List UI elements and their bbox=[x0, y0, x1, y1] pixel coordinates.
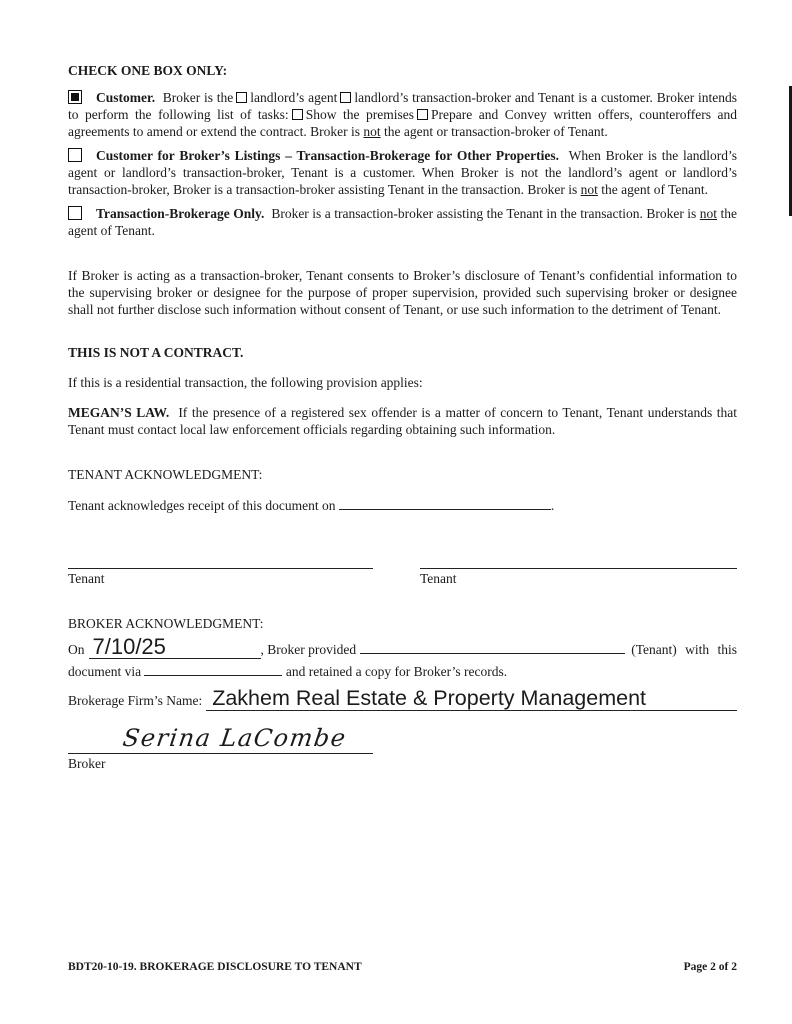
underlined-not: not bbox=[580, 182, 598, 197]
broker-signature-field[interactable] bbox=[68, 723, 373, 754]
option-customer-paragraph bbox=[68, 89, 737, 140]
tenant-signature-left bbox=[68, 554, 373, 587]
broker-signature-value: Serina LaCombe bbox=[121, 724, 349, 752]
retained-copy-text: and retained a copy for Broker’s records. bbox=[285, 664, 508, 679]
checkbox-transaction-brokerage-only[interactable] bbox=[68, 206, 82, 220]
not-a-contract-heading: THIS IS NOT A CONTRACT. bbox=[68, 345, 244, 360]
broker-ack-line-1 bbox=[68, 636, 737, 659]
broker-signature-block bbox=[68, 723, 373, 772]
tenant-signature-field-2[interactable] bbox=[420, 554, 737, 569]
brokerage-firm-row bbox=[68, 687, 737, 711]
tenant-signature-right bbox=[420, 554, 737, 587]
tenant-signature-row bbox=[68, 554, 737, 587]
tenant-signature-label-1: Tenant bbox=[68, 571, 105, 586]
option-transaction-brokerage-paragraph bbox=[68, 205, 737, 239]
underlined-not: not bbox=[699, 206, 718, 221]
consent-paragraph: If Broker is acting as a transaction-broker, Tenant consents to Broker’s disclosure of Tenant’s confidential information to the supervising broker or designee for the purpose of proper supervision, provided such supervising broker or designee shall not further disclose such information without consent of Tenant, or use such information to the detriment of Tenant. bbox=[68, 268, 737, 317]
checkbox-show-premises[interactable] bbox=[292, 109, 303, 120]
checkbox-landlords-agent[interactable] bbox=[236, 92, 247, 103]
receipt-line bbox=[68, 496, 737, 514]
checkbox-customer[interactable] bbox=[68, 90, 82, 104]
document-via-text: document via bbox=[68, 664, 142, 679]
option-brokers-listings-text-2: the agent of Tenant. bbox=[601, 182, 709, 197]
option-customer-label: Customer. bbox=[96, 90, 156, 105]
tenant-name-field[interactable] bbox=[360, 640, 625, 654]
receipt-period: . bbox=[550, 498, 555, 513]
checkbox-landlords-transaction-broker[interactable] bbox=[340, 92, 351, 103]
option-customer-text-4: Show the premises bbox=[305, 107, 414, 122]
option-customer-text-6: the agent or transaction-broker of Tenant. bbox=[384, 124, 608, 139]
option-brokers-listings-label: Customer for Broker’s Listings – Transaction-Brokerage for Other Properties. bbox=[96, 148, 559, 163]
option-transaction-brokerage-text-2: the agent of Tenant. bbox=[68, 206, 738, 238]
checkbox-brokers-listings[interactable] bbox=[68, 148, 82, 162]
option-brokers-listings-text-1: When Broker is the landlord’s agent or landlord’s transaction-broker, Tenant is a customer. When Broker is not the landlord’s agent or landlord’s transaction-broker, Broker is a transaction-broker assisting Tenant in the transaction. Broker is bbox=[68, 148, 738, 197]
delivery-method-field[interactable] bbox=[144, 662, 282, 676]
checkbox-prepare-convey[interactable] bbox=[417, 109, 428, 120]
option-transaction-brokerage-text-1: Broker is a transaction-broker assisting the Tenant in the transaction. Broker is bbox=[271, 206, 697, 221]
broker-date-field[interactable] bbox=[89, 636, 261, 659]
broker-signature-label: Broker bbox=[68, 756, 106, 771]
megans-law-label: MEGAN’S LAW. bbox=[68, 405, 170, 420]
page-footer bbox=[68, 959, 737, 976]
footer-page-number: Page 2 of 2 bbox=[683, 961, 737, 973]
option-brokers-listings-paragraph bbox=[68, 147, 737, 198]
check-one-box-heading: CHECK ONE BOX ONLY: bbox=[68, 63, 228, 78]
footer-form-id: BDT20-10-19. BROKERAGE DISCLOSURE TO TENANT bbox=[68, 961, 362, 973]
brokerage-firm-value: Zakhem Real Estate & Property Management bbox=[212, 686, 647, 710]
tenant-signature-label-2: Tenant bbox=[420, 571, 457, 586]
tenant-with-this-text: (Tenant) with this bbox=[631, 642, 737, 657]
megans-law-paragraph bbox=[68, 404, 737, 438]
broker-provided-text: , Broker provided bbox=[260, 642, 357, 657]
tenant-acknowledgment-heading: TENANT ACKNOWLEDGMENT: bbox=[68, 467, 263, 482]
broker-date-value: 7/10/25 bbox=[92, 634, 166, 659]
megans-law-text: If the presence of a registered sex offender is a matter of concern to Tenant, Tenant understands that Tenant must contact local law enforcement officials regarding obtaining such information. bbox=[68, 405, 737, 437]
receipt-date-field[interactable] bbox=[339, 496, 551, 510]
brokerage-firm-label: Brokerage Firm’s Name: bbox=[68, 693, 203, 708]
option-transaction-brokerage-label: Transaction-Brokerage Only. bbox=[96, 206, 265, 221]
residential-provision-line: If this is a residential transaction, the following provision applies: bbox=[68, 375, 423, 390]
tenant-signature-field-1[interactable] bbox=[68, 554, 373, 569]
broker-acknowledgment-heading: BROKER ACKNOWLEDGMENT: bbox=[68, 616, 264, 631]
option-customer-text-3: landlord’s transaction-broker and Tenant is a customer. Broker intends to perform the following list of tasks: bbox=[68, 90, 737, 122]
brokerage-firm-field[interactable] bbox=[206, 687, 737, 711]
option-customer-text-1: Broker is the bbox=[162, 90, 234, 105]
receipt-text: Tenant acknowledges receipt of this document on bbox=[68, 498, 336, 513]
option-customer-text-5: Prepare and Convey written offers, counteroffers and agreements to amend or extend the contract. Broker is bbox=[68, 107, 737, 139]
option-customer-text-2: landlord’s agent bbox=[250, 90, 338, 105]
broker-ack-line-2 bbox=[68, 662, 737, 680]
underlined-not: not bbox=[363, 124, 381, 139]
on-label: On bbox=[68, 642, 85, 657]
